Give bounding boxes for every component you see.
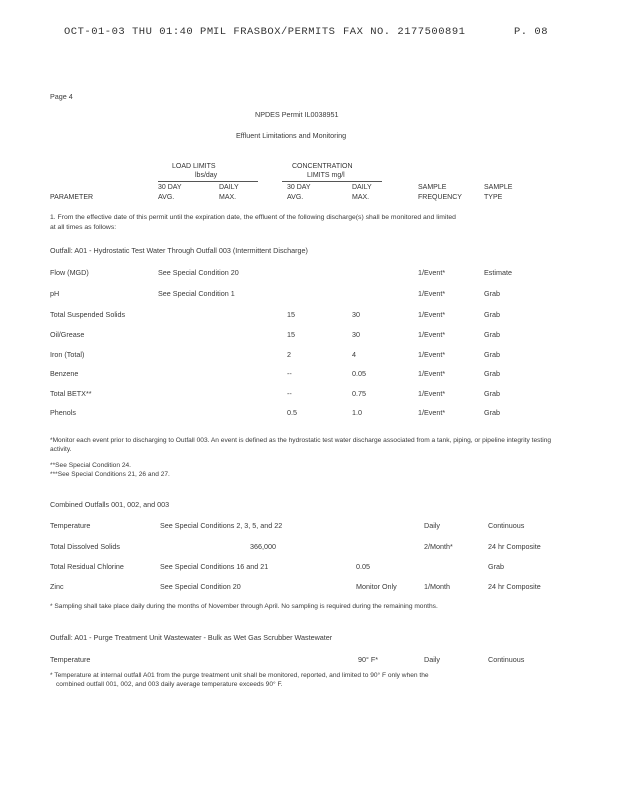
header-sample-type-1: SAMPLE xyxy=(484,184,513,191)
load-cell: See Special Condition 1 xyxy=(158,289,235,298)
fax-number: FAX NO. 2177500891 xyxy=(343,26,466,38)
param-cell: Phenols xyxy=(50,408,76,417)
param-cell: Flow (MGD) xyxy=(50,268,89,277)
param-cell: Total Suspended Solids xyxy=(50,310,126,319)
header-concentration: CONCENTRATION xyxy=(292,163,353,170)
freq-cell: 1/Event* xyxy=(418,408,446,417)
freq-cell: 1/Month xyxy=(424,582,450,591)
conc-avg-cell: -- xyxy=(287,369,292,378)
freq-cell: 2/Month* xyxy=(424,542,453,551)
value-cell: 90° F* xyxy=(358,655,379,664)
load-cell: See Special Conditions 16 and 21 xyxy=(160,562,269,571)
header-load-avg: AVG. xyxy=(158,194,175,201)
type-cell: 24 hr Composite xyxy=(488,582,541,591)
outfall-a-title: Outfall: A01 - Hydrostatic Test Water Through Outfall 003 (Intermittent Discharge) xyxy=(50,246,308,255)
freq-cell: Daily xyxy=(424,655,440,664)
freq-cell: Daily xyxy=(424,521,440,530)
conc-max-cell: 0.05 xyxy=(352,369,366,378)
param-cell: Total BETX** xyxy=(50,389,92,398)
freq-cell: 1/Event* xyxy=(418,268,446,277)
outfall-b-note: * Sampling shall take place daily during the months of November through April. No sampling is required during the remaining months. xyxy=(50,603,438,610)
load-cell: See Special Condition 20 xyxy=(160,582,241,591)
header-conc-30day: 30 DAY xyxy=(287,184,311,191)
mid-cell: Monitor Only xyxy=(356,582,397,591)
outfall-c-note-2: combined outfall 001, 002, and 003 daily average temperature exceeds 90° F. xyxy=(56,681,283,688)
conc-max-cell: 4 xyxy=(352,350,356,359)
header-load-limits: LOAD LIMITS xyxy=(172,163,216,170)
param-cell: Total Residual Chlorine xyxy=(50,562,124,571)
type-cell: 24 hr Composite xyxy=(488,542,541,551)
param-cell: Benzene xyxy=(50,369,79,378)
header-load-max: MAX. xyxy=(219,194,237,201)
type-cell: Estimate xyxy=(484,268,512,277)
type-cell: Grab xyxy=(484,310,500,319)
conc-max-cell: 30 xyxy=(352,310,360,319)
intro-text-1: 1. From the effective date of this permit until the expiration date, the effluent of the following discharge(s) shall be monitored and limited xyxy=(50,214,456,221)
conc-max-cell: 30 xyxy=(352,330,360,339)
outfall-c-title: Outfall: A01 - Purge Treatment Unit Wastewater - Bulk as Wet Gas Scrubber Wastewater xyxy=(50,633,333,642)
header-load-units: lbs/day xyxy=(195,172,218,179)
freq-cell: 1/Event* xyxy=(418,350,446,359)
param-cell: Temperature xyxy=(50,521,91,530)
header-load-daily: DAILY xyxy=(219,184,239,191)
type-cell: Grab xyxy=(484,330,500,339)
conc-avg-cell: 2 xyxy=(287,350,291,359)
freq-cell: 1/Event* xyxy=(418,369,446,378)
param-cell: Zinc xyxy=(50,582,64,591)
freq-cell: 1/Event* xyxy=(418,289,446,298)
param-cell: Oil/Grease xyxy=(50,330,85,339)
conc-header-rule xyxy=(282,181,382,182)
footnote-event xyxy=(50,437,570,454)
header-parameter: PARAMETER xyxy=(50,194,94,201)
intro-text-2: at all times as follows: xyxy=(50,224,117,231)
freq-cell: 1/Event* xyxy=(418,389,446,398)
fax-datetime: OCT-01-03 THU 01:40 PM xyxy=(64,26,214,38)
footnote-event-line1: *Monitor each event prior to discharging to Outfall 003. An event is defined as the hydrostatic test water discharge associated from a tank, xyxy=(50,437,452,444)
header-conc-avg: AVG. xyxy=(287,194,304,201)
header-conc-daily: DAILY xyxy=(352,184,372,191)
header-sample-freq-1: SAMPLE xyxy=(418,184,447,191)
page-label: Page 4 xyxy=(50,92,73,101)
param-cell: pH xyxy=(50,289,60,298)
header-sample-freq-2: FREQUENCY xyxy=(418,194,462,201)
param-cell: Temperature xyxy=(50,655,91,664)
type-cell: Grab xyxy=(484,289,500,298)
type-cell: Continuous xyxy=(488,655,525,664)
type-cell: Grab xyxy=(484,408,500,417)
conc-avg-cell: 15 xyxy=(287,310,295,319)
mid-cell: 0.05 xyxy=(356,562,370,571)
outfall-b-title: Combined Outfalls 001, 002, and 003 xyxy=(50,500,170,509)
load-header-rule xyxy=(158,181,258,182)
conc-max-cell: 1.0 xyxy=(352,408,362,417)
footnote-special-24: **See Special Condition 24. xyxy=(50,462,132,469)
fax-page: P. 08 xyxy=(514,26,549,38)
footnote-special-21: ***See Special Conditions 21, 26 and 27. xyxy=(50,471,170,478)
type-cell: Grab xyxy=(484,389,500,398)
type-cell: Continuous xyxy=(488,521,525,530)
conc-avg-cell: -- xyxy=(287,389,292,398)
header-load-30day: 30 DAY xyxy=(158,184,182,191)
load-cell: See Special Conditions 2, 3, 5, and 22 xyxy=(160,521,283,530)
freq-cell: 1/Event* xyxy=(418,330,446,339)
load-cell: See Special Condition 20 xyxy=(158,268,239,277)
mid-cell: 366,000 xyxy=(250,542,276,551)
header-conc-max: MAX. xyxy=(352,194,370,201)
type-cell: Grab xyxy=(484,369,500,378)
type-cell: Grab xyxy=(488,562,504,571)
section-title: Effluent Limitations and Monitoring xyxy=(236,131,347,140)
outfall-c-note-1: * Temperature at internal outfall A01 from the purge treatment unit shall be monitored, reported, and limited to 90° F only when the xyxy=(50,672,429,679)
footnote-event-line2: piping, or pipeline integrity testing activity. xyxy=(50,437,552,453)
param-cell: Total Dissolved Solids xyxy=(50,542,120,551)
conc-avg-cell: 15 xyxy=(287,330,295,339)
type-cell: Grab xyxy=(484,350,500,359)
conc-max-cell: 0.75 xyxy=(352,389,366,398)
param-cell: Iron (Total) xyxy=(50,350,85,359)
header-conc-units: LIMITS mg/l xyxy=(307,172,345,179)
conc-avg-cell: 0.5 xyxy=(287,408,297,417)
header-sample-type-2: TYPE xyxy=(484,194,503,201)
permit-title: NPDES Permit IL0038951 xyxy=(255,110,339,119)
freq-cell: 1/Event* xyxy=(418,310,446,319)
fax-sender: IL FRASBOX/PERMITS xyxy=(213,26,336,38)
